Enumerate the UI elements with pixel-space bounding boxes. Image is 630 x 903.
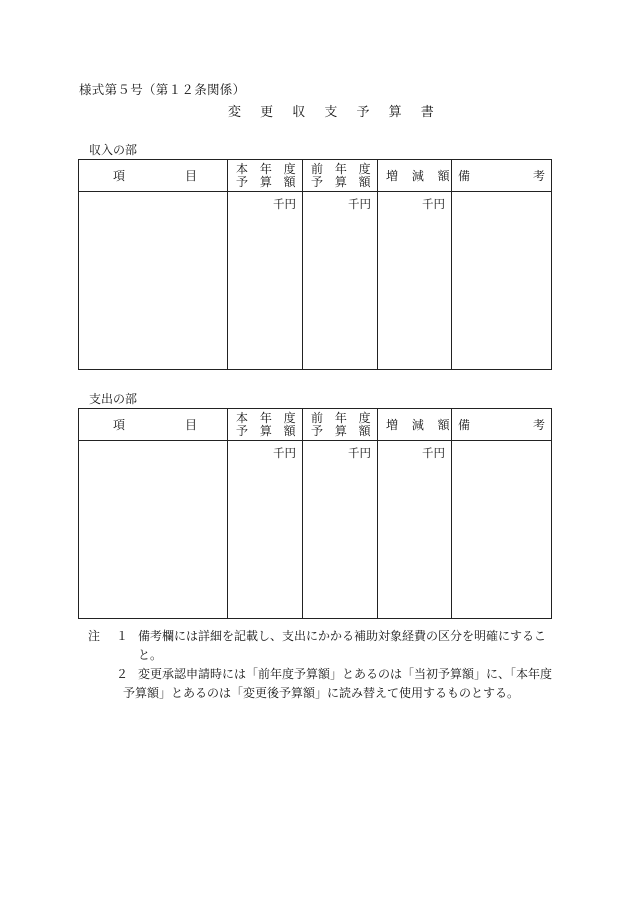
previous-year-cell[interactable]: 千円 bbox=[303, 441, 378, 619]
note-item bbox=[88, 665, 568, 684]
note-number: １ bbox=[116, 629, 129, 643]
note-text: 変更承認申請時には「前年度予算額」とあるのは「当初予算額」に、「本年度 bbox=[138, 667, 553, 681]
expenditure-header-row bbox=[79, 409, 552, 441]
current-year-cell[interactable]: 千円 bbox=[228, 192, 303, 370]
current-year-cell[interactable]: 千円 bbox=[228, 441, 303, 619]
change-header: 増 減 額 bbox=[378, 160, 452, 192]
item-header: 項 目 bbox=[79, 409, 228, 441]
item-cell[interactable] bbox=[79, 441, 228, 619]
note-item bbox=[88, 627, 568, 665]
expenditure-body-row bbox=[79, 441, 552, 619]
note-number: ２ bbox=[116, 667, 129, 681]
note-text: 備考欄には詳細を記載し、支出にかかる補助対象経費の区分を明確にすること。 bbox=[138, 629, 547, 662]
income-body-row bbox=[79, 192, 552, 370]
previous-year-header: 前 年 度 予 算 額 bbox=[303, 409, 378, 441]
remarks-header: 備 考 bbox=[452, 409, 552, 441]
expenditure-table bbox=[78, 408, 552, 619]
remarks-cell[interactable] bbox=[452, 192, 552, 370]
expenditure-section-label: 支出の部 bbox=[89, 392, 138, 406]
change-cell[interactable]: 千円 bbox=[378, 192, 452, 370]
current-year-header: 本 年 度 予 算 額 bbox=[228, 409, 303, 441]
income-header-row bbox=[79, 160, 552, 192]
remarks-header: 備 考 bbox=[452, 160, 552, 192]
notes bbox=[88, 627, 568, 703]
item-cell[interactable] bbox=[79, 192, 228, 370]
document-title: 変 更 収 支 予 算 書 bbox=[228, 105, 435, 120]
note-continuation: 予算額」とあるのは「変更後予算額」に読み替えて使用するものとする。 bbox=[123, 686, 520, 700]
income-section-label: 収入の部 bbox=[89, 143, 138, 157]
current-year-header: 本 年 度 予 算 額 bbox=[228, 160, 303, 192]
income-table bbox=[78, 159, 552, 370]
notes-prefix: 注 bbox=[88, 629, 101, 643]
previous-year-cell[interactable]: 千円 bbox=[303, 192, 378, 370]
change-header: 増 減 額 bbox=[378, 409, 452, 441]
change-cell[interactable]: 千円 bbox=[378, 441, 452, 619]
remarks-cell[interactable] bbox=[452, 441, 552, 619]
item-header: 項 目 bbox=[79, 160, 228, 192]
form-number: 様式第５号（第１２条関係） bbox=[79, 82, 246, 97]
previous-year-header: 前 年 度 予 算 額 bbox=[303, 160, 378, 192]
